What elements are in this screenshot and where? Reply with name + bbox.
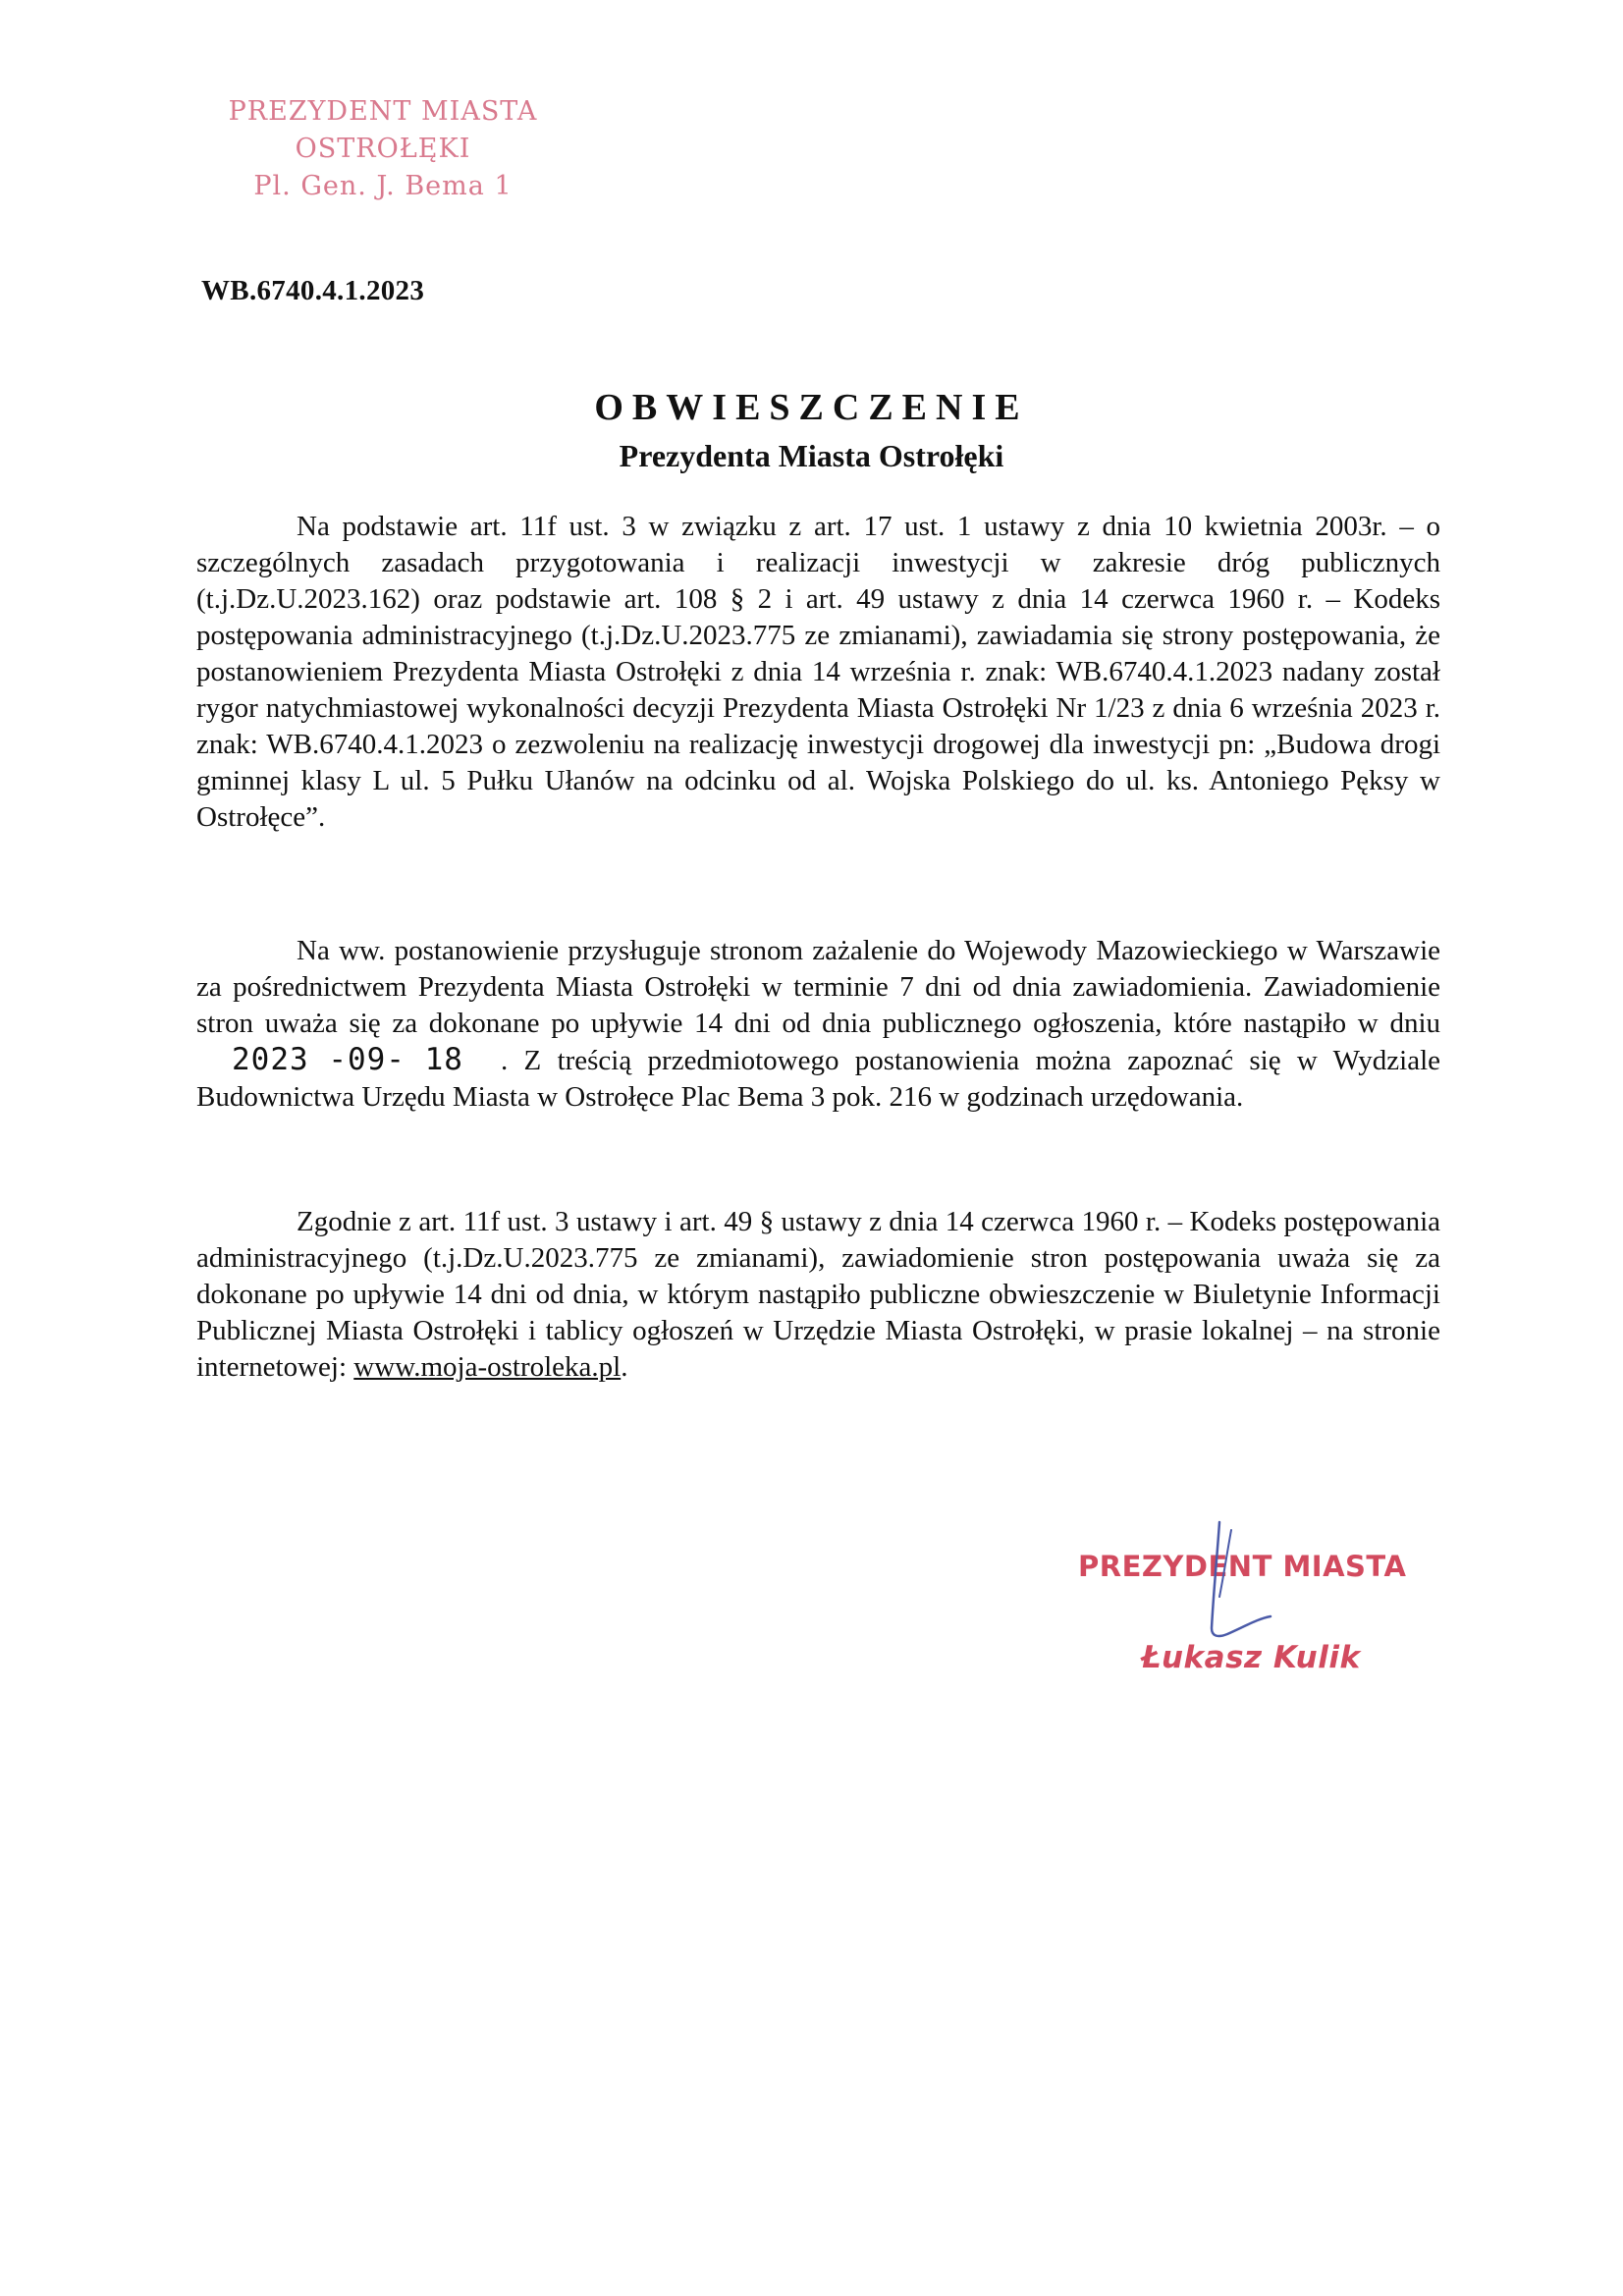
paragraph-3-end: . [621, 1351, 628, 1383]
paragraph-1-text: Na podstawie art. 11f ust. 3 w związku z art. 17 ust. 1 ustawy z dnia 10 kwietnia 2003r. – o szczególnych zasadach przygotowania i realizacji inwestycji w zakresie dróg publicznych (t.j.Dz.U.2023.162) oraz podstawie art. 108 § 2 i art. 49 ustawy z dnia 14 czerwca 1960 r. – Kodeks postępowania administracyjnego (t.j.Dz.U.2023.775 ze zmianami), zawiadamia się strony postępowania, że postanowieniem Prezydenta Miasta Ostrołęki z dnia 14 września r. znak: WB.6740.4.1.2023 nadany został rygor natychmiastowej wykonalności decyzji Prezydenta Miasta Ostrołęki Nr 1/23 z dnia 6 września 2023 r. znak: WB.6740.4.1.2023 o zezwoleniu na realizację inwestycji drogowej dla inwestycji pn: „Budowa drogi gminnej klasy L ul. 5 Pułku Ułanów na odcinku od al. Wojska Polskiego do ul. ks. Antoniego Pęksy w Ostrołęce”. [196, 511, 1440, 833]
paragraph-2-before-date: Na ww. postanowienie przysługuje stronom zażalenie do Wojewody Mazowieckiego w Warszawie za pośrednictwem Prezydenta Miasta Ostrołęki w terminie 7 dni od dnia zawiadomienia. Zawiadomienie stron uważa się za dokonane po upływie 14 dni od dnia publicznego ogłoszenia, które nastąpiło w dniu [196, 935, 1440, 1039]
paragraph-2-after-date: . Z treścią przedmiotowego postanowienia można zapoznać się w Wydziale Budownictwa Urzędu Miasta w Ostrołęce Plac Bema 3 pok. 216 w godzinach urzędowania. [196, 1045, 1440, 1113]
paragraph-notification [196, 1204, 1440, 1386]
reference-number: WB.6740.4.1.2023 [201, 275, 425, 306]
handwritten-date-stamp: 2023 -09- 18 [232, 1042, 463, 1077]
office-stamp [177, 93, 589, 205]
office-stamp-line2: OSTROŁĘKI [295, 134, 471, 164]
document-title: OBWIESZCZENIE [594, 387, 1029, 428]
website-link[interactable]: www.moja-ostroleka.pl [353, 1351, 622, 1383]
paragraph-appeal [196, 933, 1440, 1116]
office-stamp-line3: Pl. Gen. J. Bema 1 [253, 171, 513, 201]
handwritten-signature-icon [1149, 1512, 1296, 1660]
signature-stamp-name: Łukasz Kulik [1141, 1640, 1361, 1675]
signature-stamp-title: PREZYDENT MIASTA [1078, 1550, 1407, 1583]
paragraph-legal-basis [196, 509, 1440, 836]
paragraph-3-text: Zgodnie z art. 11f ust. 3 ustawy i art. 49 § ustawy z dnia 14 czerwca 1960 r. – Kodeks postępowania administracyjnego (t.j.Dz.U.2023.775 ze zmianami), zawiadomienie stron postępowania uważa się za dokonane po upływie 14 dni od dnia, w którym nastąpiło publiczne obwieszczenie w Biuletynie Informacji Publicznej Miasta Ostrołęki i tablicy ogłoszeń w Urzędzie Miasta Ostrołęki, w prasie lokalnej – na stronie internetowej: [196, 1206, 1440, 1383]
document-subtitle: Prezydenta Miasta Ostrołęki [619, 438, 1004, 473]
office-stamp-line1: PREZYDENT MIASTA [228, 96, 538, 127]
